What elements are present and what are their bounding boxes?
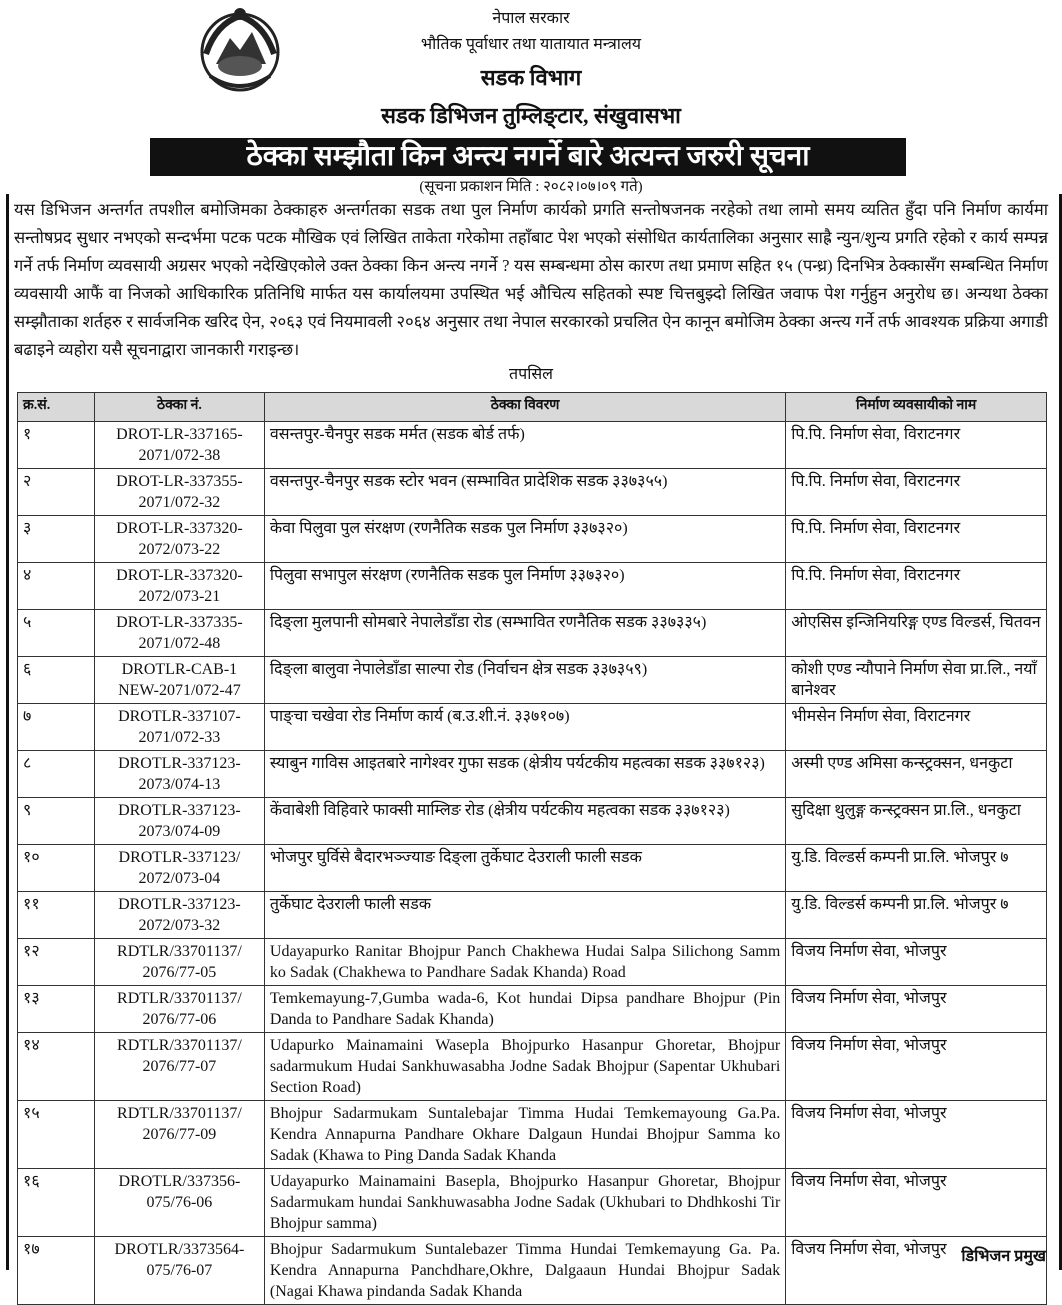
serial-cell: ९ — [18, 798, 95, 845]
description-cell: Udapurko Mainamaini Wasepla Bhojpurko Hasanpur Ghoretar, Bhojpur sadarmukum Hudai Sankhuwasabha Jodne Sadak Bhojpur (Sapentar Ukhubari Section Road) — [264, 1033, 785, 1101]
serial-cell: १७ — [18, 1237, 95, 1305]
serial-cell: ३ — [18, 516, 95, 563]
header-contract-no: ठेक्का नं. — [94, 393, 264, 422]
description-cell: केंवाबेशी विहिवारे फाक्सी माम्लिङ रोड (क्षेत्रीय पर्यटकीय महत्वका सडक ३३७१२३) — [264, 798, 785, 845]
contract-table — [17, 392, 1047, 1305]
table-row — [18, 704, 1047, 751]
description-cell: Temkemayung-7,Gumba wada-6, Kot hundai Dipsa pandhare Bhojpur (Pin Danda to Pandhare Sadak Khanda) — [264, 986, 785, 1033]
description-cell: Bhojpur Sadarmukum Suntalebazer Timma Hundai Temkemayung Ga. Pa. Kendra Annapurna Panchdhare,Okhre, Dalgaaun Hundai Bhojpur Sadak (Nagai Khawa pindanda Sadak Khanda — [264, 1237, 785, 1305]
contractor-cell: पि.पि. निर्माण सेवा, विराटनगर — [786, 563, 1047, 610]
description-cell: Udayapurko Ranitar Bhojpur Panch Chakhewa Hudai Salpa Silichong Samm ko Sadak (Chakhewa to Pandhare Sadak Khanda) Road — [264, 939, 785, 986]
contractor-cell: विजय निर्माण सेवा, भोजपुर — [786, 1237, 1047, 1305]
contract-no-cell: RDTLR/33701137/ 2076/77-09 — [94, 1101, 264, 1169]
contractor-cell: पि.पि. निर्माण सेवा, विराटनगर — [786, 422, 1047, 469]
serial-cell: १४ — [18, 1033, 95, 1101]
table-row — [18, 892, 1047, 939]
contractor-cell: भीमसेन निर्माण सेवा, विराटनगर — [786, 704, 1047, 751]
header-contractor: निर्माण व्यवसायीको नाम — [786, 393, 1047, 422]
contract-no-cell: DROTLR-337123-2073/074-13 — [94, 751, 264, 798]
contractor-cell: कोशी एण्ड न्यौपाने निर्माण सेवा प्रा.लि., नयाँ बानेश्वर — [786, 657, 1047, 704]
contractor-cell: विजय निर्माण सेवा, भोजपुर — [786, 1101, 1047, 1169]
contract-no-cell: DROTLR/337356-075/76-06 — [94, 1169, 264, 1237]
header-serial: क्र.सं. — [18, 393, 95, 422]
contract-no-cell: DROT-LR-337335-2071/072-48 — [94, 610, 264, 657]
header-description: ठेक्का विवरण — [264, 393, 785, 422]
notice-title: ठेक्का सम्झौता किन अन्त्य नगर्ने बारे अत्यन्त जरुरी सूचना — [150, 138, 906, 176]
description-cell: स्याबुन गाविस आइतबारे नागेश्वर गुफा सडक (क्षेत्रीय पर्यटकीय महत्वका सडक ३३७१२३) — [264, 751, 785, 798]
description-cell: पिलुवा सभापुल संरक्षण (रणनैतिक सडक पुल निर्माण ३३७३२०) — [264, 563, 785, 610]
serial-cell: ४ — [18, 563, 95, 610]
contract-no-cell: DROTLR-CAB-1 NEW-2071/072-47 — [94, 657, 264, 704]
serial-cell: १५ — [18, 1101, 95, 1169]
contractor-cell: यु.डि. विल्डर्स कम्पनी प्रा.लि. भोजपुर ७ — [786, 892, 1047, 939]
description-cell: भोजपुर घुर्विसे बैदारभञ्ज्याङ दिङ्ला तुर्केघाट देउराली फाली सडक — [264, 845, 785, 892]
contract-no-cell: DROT-LR-337355-2071/072-32 — [94, 469, 264, 516]
serial-cell: १६ — [18, 1169, 95, 1237]
department-name: सडक विभाग — [480, 65, 582, 90]
table-row — [18, 422, 1047, 469]
contractor-cell: अस्मी एण्ड अमिसा कन्स्ट्रक्सन, धनकुटा — [786, 751, 1047, 798]
contractor-cell: विजय निर्माण सेवा, भोजपुर — [786, 1033, 1047, 1101]
contract-no-cell: DROTLR-337123-2073/074-09 — [94, 798, 264, 845]
serial-cell: २ — [18, 469, 95, 516]
serial-cell: ५ — [18, 610, 95, 657]
serial-cell: १३ — [18, 986, 95, 1033]
contractor-cell: ओएसिस इन्जिनियरिङ्ग एण्ड विल्डर्स, चितवन — [786, 610, 1047, 657]
description-cell: पाङ्चा चखेवा रोड निर्माण कार्य (ब.उ.शी.नं. ३३७१०७) — [264, 704, 785, 751]
serial-cell: १० — [18, 845, 95, 892]
table-row — [18, 1033, 1047, 1101]
table-row — [18, 845, 1047, 892]
table-row — [18, 1237, 1047, 1305]
contractor-cell: विजय निर्माण सेवा, भोजपुर — [786, 1169, 1047, 1237]
table-row — [18, 939, 1047, 986]
contract-no-cell: DROTLR-337107-2071/072-33 — [94, 704, 264, 751]
contract-no-cell: DROT-LR-337320-2072/073-22 — [94, 516, 264, 563]
contract-no-cell: DROT-LR-337320-2072/073-21 — [94, 563, 264, 610]
table-row — [18, 751, 1047, 798]
table-row — [18, 516, 1047, 563]
contract-no-cell: RDTLR/33701137/ 2076/77-06 — [94, 986, 264, 1033]
serial-cell: १२ — [18, 939, 95, 986]
description-cell: वसन्तपुर-चैनपुर सडक स्टोर भवन (सम्भावित प्रादेशिक सडक ३३७३५५) — [264, 469, 785, 516]
division-name: सडक डिभिजन तुम्लिङ्टार, संखुवासभा — [381, 103, 681, 128]
notice-body: यस डिभिजन अन्तर्गत तपशील बमोजिमका ठेक्काहरु अन्तर्गतका सडक तथा पुल निर्माण कार्यको प्रगति सन्तोषजनक नरहेको तथा लामो समय व्यतित हुँदा पनि निर्माण कार्यमा सन्तोषप्रद सुधार नभएको सन्दर्भमा पटक पटक मौखिक एवं लिखित ताकेता गरेकोमा तहाँबाट पेश भएको संसोधित कार्यतालिका अनुसार साह्रै न्युन/शुन्य प्रगति रहेको र कार्य सम्पन्न गर्ने तर्फ निर्माण व्यवसायी अग्रसर भएको नदेखिएकोले उक्त ठेक्का किन अन्त्य नगर्ने ? यस सम्बन्धमा ठोस कारण तथा प्रमाण सहित १५ (पन्ध्र) दिनभित्र ठेक्कासँग सम्बन्धित निर्माण व्यवसायी आफैं वा निजको आधिकारिक प्रतिनिधि मार्फत यस कार्यालयमा उपस्थित भई औचित्य सहितको स्पष्ट चित्तबुझ्दो लिखित जवाफ पेश गर्नुहुन अनुरोध छ। अन्यथा ठेक्का सम्झौताका शर्तहरु र सार्वजनिक खरिद ऐन, २०६३ एवं नियमावली २०६४ अनुसार तथा नेपाल सरकारको प्रचलित ऐन कानून बमोजिम ठेक्का अन्त्य गर्ने तर्फ आवश्यक प्रक्रिया अगाडी बढाइने व्यहोरा यसै सूचनाद्वारा जानकारी गराइन्छ। — [14, 200, 1048, 359]
table-row — [18, 469, 1047, 516]
contract-no-cell: RDTLR/33701137/ 2076/77-07 — [94, 1033, 264, 1101]
serial-cell: ११ — [18, 892, 95, 939]
contract-no-cell: RDTLR/33701137/ 2076/77-05 — [94, 939, 264, 986]
description-cell: केवा पिलुवा पुल संरक्षण (रणनैतिक सडक पुल निर्माण ३३७३२०) — [264, 516, 785, 563]
contractor-cell: पि.पि. निर्माण सेवा, विराटनगर — [786, 516, 1047, 563]
contractor-cell: विजय निर्माण सेवा, भोजपुर — [786, 986, 1047, 1033]
description-cell: दिङ्ला बालुवा नेपालेडाँडा साल्पा रोड (निर्वाचन क्षेत्र सडक ३३७३५९) — [264, 657, 785, 704]
table-row — [18, 1169, 1047, 1237]
description-cell: दिङ्ला मुलपानी सोमबारे नेपालेडाँडा रोड (सम्भावित रणनैतिक सडक ३३७३३५) — [264, 610, 785, 657]
publication-date: (सूचना प्रकाशन मिति : २०८२।०७।०९ गते) — [419, 179, 643, 195]
contract-no-cell: DROTLR-337123-2072/073-32 — [94, 892, 264, 939]
description-cell: Bhojpur Sadarmukam Suntalebajar Timma Hudai Temkemayoung Ga.Pa. Kendra Annapurna Pandhare Okhare Dalgaun Hundai Bhojpur Samma ko Sadak (Khawa to Ping Danda Sadak Khanda — [264, 1101, 785, 1169]
contractor-cell: यु.डि. विल्डर्स कम्पनी प्रा.लि. भोजपुर ७ — [786, 845, 1047, 892]
table-row — [18, 1101, 1047, 1169]
ministry-name: भौतिक पूर्वाधार तथा यातायात मन्त्रालय — [420, 36, 642, 53]
serial-cell: १ — [18, 422, 95, 469]
table-row — [18, 563, 1047, 610]
description-cell: तुर्केघाट देउराली फाली सडक — [264, 892, 785, 939]
description-cell: वसन्तपुर-चैनपुर सडक मर्मत (सडक बोर्ड तर्फ) — [264, 422, 785, 469]
table-row — [18, 986, 1047, 1033]
serial-cell: ६ — [18, 657, 95, 704]
contractor-cell: विजय निर्माण सेवा, भोजपुर — [786, 939, 1047, 986]
serial-cell: ७ — [18, 704, 95, 751]
table-caption: तपसिल — [508, 366, 554, 383]
government-name: नेपाल सरकार — [492, 10, 570, 27]
serial-cell: ८ — [18, 751, 95, 798]
table-row — [18, 798, 1047, 845]
table-row — [18, 610, 1047, 657]
contract-no-cell: DROT-LR-337165-2071/072-38 — [94, 422, 264, 469]
description-cell: Udayapurko Mainamaini Basepla, Bhojpurko Hasanpur Ghoretar, Bhojpur Sadarmukam hundai Sankhuwasabha Jodne Sadak (Ukhubari to Dhdhkoshi Tir Bhojpur samma) — [264, 1169, 785, 1237]
contractor-cell: सुदिक्षा थुलुङ्ग कन्स्ट्रक्सन प्रा.लि., धनकुटा — [786, 798, 1047, 845]
signatory: डिभिजन प्रमुख — [961, 1248, 1046, 1265]
contract-no-cell: DROTLR-337123/ 2072/073-04 — [94, 845, 264, 892]
table-row — [18, 657, 1047, 704]
contract-no-cell: DROTLR/3373564-075/76-07 — [94, 1237, 264, 1305]
table-header-row — [18, 393, 1047, 422]
contractor-cell: पि.पि. निर्माण सेवा, विराटनगर — [786, 469, 1047, 516]
